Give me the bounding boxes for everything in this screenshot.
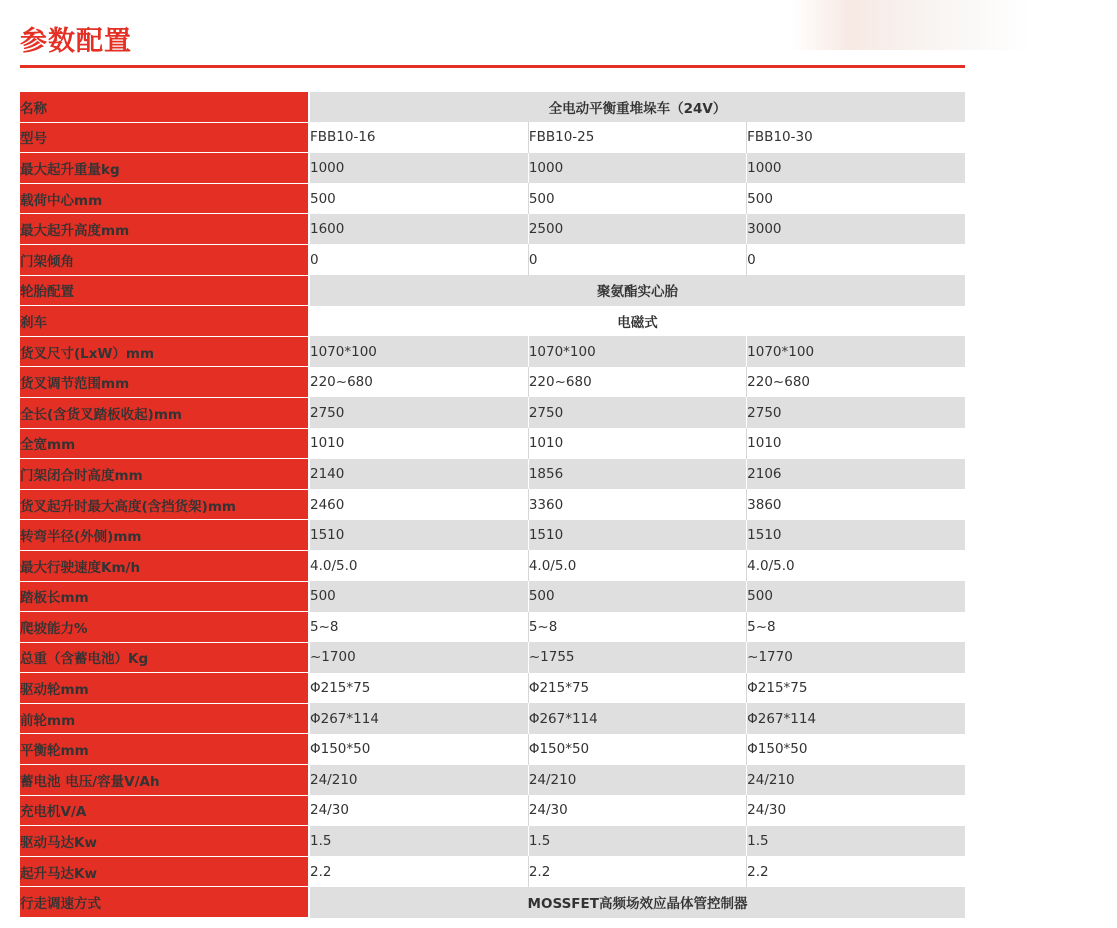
- value-cell: 4.0/5.0: [528, 550, 746, 581]
- value-cell: 2.2: [528, 856, 746, 887]
- table-row: [20, 153, 965, 184]
- row-label: 名称: [20, 92, 308, 122]
- value-cell: 2.2: [747, 856, 965, 887]
- value-cell: 1510: [747, 520, 965, 551]
- value-cell: 24/30: [747, 795, 965, 826]
- value-cell: 1000: [528, 153, 746, 184]
- value-cell: 3860: [747, 489, 965, 520]
- value-cell: Φ150*50: [528, 734, 746, 765]
- value-cell: 3000: [747, 214, 965, 245]
- value-cell: 2750: [528, 397, 746, 428]
- value-cell: FBB10-30: [747, 122, 965, 153]
- value-cell: 1.5: [747, 826, 965, 857]
- value-cell: 500: [528, 581, 746, 612]
- table-row: [20, 214, 965, 245]
- table-row: [20, 489, 965, 520]
- table-row: [20, 275, 965, 306]
- value-cell: 24/210: [747, 765, 965, 796]
- value-cell: 1.5: [528, 826, 746, 857]
- table-row: [20, 795, 965, 826]
- value-cell: 500: [310, 581, 528, 612]
- header-decoration: [790, 0, 1030, 50]
- value-cell: ~1700: [310, 642, 528, 673]
- merged-value-cell: MOSSFET高频场效应晶体管控制器: [310, 887, 965, 918]
- value-cell: FBB10-25: [528, 122, 746, 153]
- value-cell: Φ267*114: [528, 703, 746, 734]
- value-cell: 1000: [747, 153, 965, 184]
- value-cell: 220~680: [528, 367, 746, 398]
- table-row: [20, 673, 965, 704]
- row-label: 平衡轮mm: [20, 734, 308, 765]
- table-row: [20, 856, 965, 887]
- value-cell: 1070*100: [310, 336, 528, 367]
- value-cell: 2750: [747, 397, 965, 428]
- row-label: 货叉尺寸(LxW）mm: [20, 336, 308, 367]
- title-divider: [20, 65, 965, 68]
- table-row: [20, 550, 965, 581]
- row-label: 最大起升重量kg: [20, 153, 308, 184]
- value-cell: 1510: [528, 520, 746, 551]
- value-cell: Φ267*114: [310, 703, 528, 734]
- value-cell: 500: [528, 183, 746, 214]
- table-row: [20, 367, 965, 398]
- value-cell: 2750: [310, 397, 528, 428]
- value-cell: 1070*100: [747, 336, 965, 367]
- row-label: 门架闭合时高度mm: [20, 459, 308, 490]
- row-label: 驱动马达Kw: [20, 826, 308, 857]
- value-cell: 24/30: [310, 795, 528, 826]
- value-cell: 1010: [310, 428, 528, 459]
- value-cell: 0: [528, 244, 746, 275]
- row-label: 蓄电池 电压/容量V/Ah: [20, 765, 308, 796]
- table-row: [20, 183, 965, 214]
- table-row: [20, 642, 965, 673]
- row-label: 全长(含货叉踏板收起)mm: [20, 397, 308, 428]
- value-cell: Φ267*114: [747, 703, 965, 734]
- row-label: 转弯半径(外侧)mm: [20, 520, 308, 551]
- row-label: 全宽mm: [20, 428, 308, 459]
- value-cell: 2460: [310, 489, 528, 520]
- row-label: 型号: [20, 122, 308, 153]
- table-row: [20, 397, 965, 428]
- value-cell: 220~680: [310, 367, 528, 398]
- row-label: 驱动轮mm: [20, 673, 308, 704]
- table-row: [20, 887, 965, 918]
- value-cell: 1.5: [310, 826, 528, 857]
- row-label: 门架倾角: [20, 244, 308, 275]
- row-label: 爬坡能力%: [20, 612, 308, 643]
- table-row: [20, 703, 965, 734]
- value-cell: FBB10-16: [310, 122, 528, 153]
- spec-table-body: [20, 92, 965, 918]
- value-cell: 1510: [310, 520, 528, 551]
- table-row: [20, 459, 965, 490]
- value-cell: 2.2: [310, 856, 528, 887]
- value-cell: ~1755: [528, 642, 746, 673]
- row-label: 充电机V/A: [20, 795, 308, 826]
- value-cell: 24/210: [528, 765, 746, 796]
- row-label: 货叉起升时最大高度(含挡货架)mm: [20, 489, 308, 520]
- table-row: [20, 92, 965, 122]
- value-cell: 500: [310, 183, 528, 214]
- row-label: 行走调速方式: [20, 887, 308, 918]
- table-row: [20, 520, 965, 551]
- table-row: [20, 428, 965, 459]
- value-cell: 1010: [528, 428, 746, 459]
- table-row: [20, 336, 965, 367]
- table-row: [20, 734, 965, 765]
- value-cell: 5~8: [747, 612, 965, 643]
- row-label: 货叉调节范围mm: [20, 367, 308, 398]
- value-cell: Φ150*50: [747, 734, 965, 765]
- row-label: 踏板长mm: [20, 581, 308, 612]
- merged-value-cell: 聚氨酯实心胎: [310, 275, 965, 306]
- value-cell: 1000: [310, 153, 528, 184]
- row-label: 总重（含蓄电池）Kg: [20, 642, 308, 673]
- value-cell: 1070*100: [528, 336, 746, 367]
- row-label: 最大行驶速度Km/h: [20, 550, 308, 581]
- row-label: 载荷中心mm: [20, 183, 308, 214]
- merged-value-cell: 电磁式: [310, 306, 965, 337]
- value-cell: 4.0/5.0: [310, 550, 528, 581]
- value-cell: 1600: [310, 214, 528, 245]
- row-label: 起升马达Kw: [20, 856, 308, 887]
- value-cell: 24/30: [528, 795, 746, 826]
- table-row: [20, 244, 965, 275]
- value-cell: Φ215*75: [310, 673, 528, 704]
- value-cell: 2500: [528, 214, 746, 245]
- table-row: [20, 122, 965, 153]
- value-cell: 1856: [528, 459, 746, 490]
- value-cell: 24/210: [310, 765, 528, 796]
- value-cell: 500: [747, 183, 965, 214]
- row-label: 前轮mm: [20, 703, 308, 734]
- page-title: 参数配置: [20, 26, 132, 57]
- table-row: [20, 826, 965, 857]
- value-cell: 2140: [310, 459, 528, 490]
- value-cell: Φ150*50: [310, 734, 528, 765]
- value-cell: 5~8: [528, 612, 746, 643]
- value-cell: 4.0/5.0: [747, 550, 965, 581]
- value-cell: Φ215*75: [528, 673, 746, 704]
- value-cell: ~1770: [747, 642, 965, 673]
- value-cell: 0: [747, 244, 965, 275]
- row-label: 轮胎配置: [20, 275, 308, 306]
- value-cell: 1010: [747, 428, 965, 459]
- value-cell: 500: [747, 581, 965, 612]
- value-cell: 220~680: [747, 367, 965, 398]
- value-cell: 2106: [747, 459, 965, 490]
- value-cell: 0: [310, 244, 528, 275]
- spec-table: [20, 92, 965, 918]
- row-label: 刹车: [20, 306, 308, 337]
- table-row: [20, 306, 965, 337]
- table-row: [20, 612, 965, 643]
- value-cell: Φ215*75: [747, 673, 965, 704]
- table-row: [20, 581, 965, 612]
- value-cell: 5~8: [310, 612, 528, 643]
- table-row: [20, 765, 965, 796]
- row-label: 最大起升高度mm: [20, 214, 308, 245]
- merged-value-cell: 全电动平衡重堆垛车（24V）: [310, 92, 965, 122]
- value-cell: 3360: [528, 489, 746, 520]
